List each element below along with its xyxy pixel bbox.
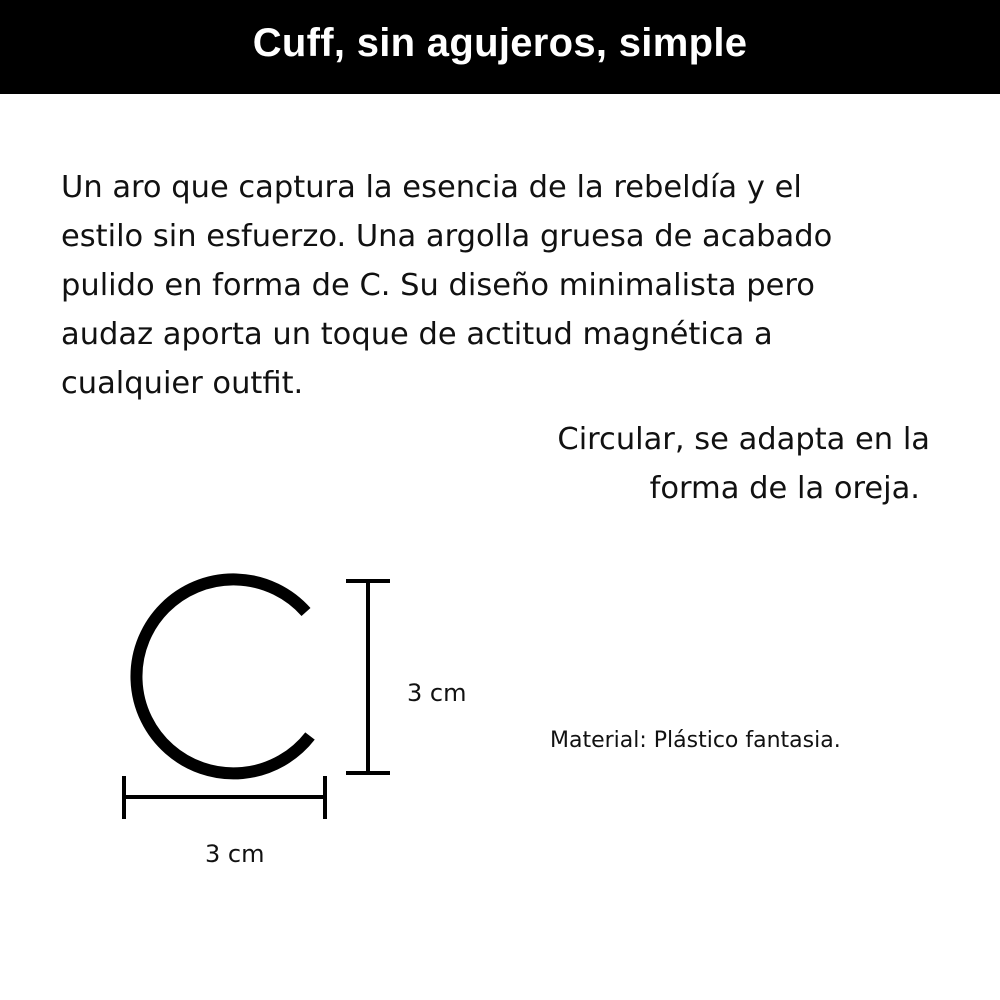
product-description: Un aro que captura la esencia de la rebeldía y el estilo sin esfuerzo. Una argolla gruesa de acabado pulido en forma de C. Su diseño minimalista pero audaz aporta un toque de actitud magnética a cualquier outfit. [61, 170, 833, 401]
fit-note-line-1: Circular, se adapta en la [557, 422, 930, 457]
c-shape-cuff-icon [136, 579, 310, 773]
fit-note-line-2: forma de la oreja. [649, 471, 920, 506]
page-title: Cuff, sin agujeros, simple [252, 20, 748, 65]
width-label: 3 cm [205, 840, 265, 868]
height-label: 3 cm [407, 679, 467, 707]
height-dimension-marker [346, 581, 390, 773]
material-label: Material: Plástico fantasia. [550, 728, 841, 753]
width-dimension-marker [124, 776, 325, 819]
